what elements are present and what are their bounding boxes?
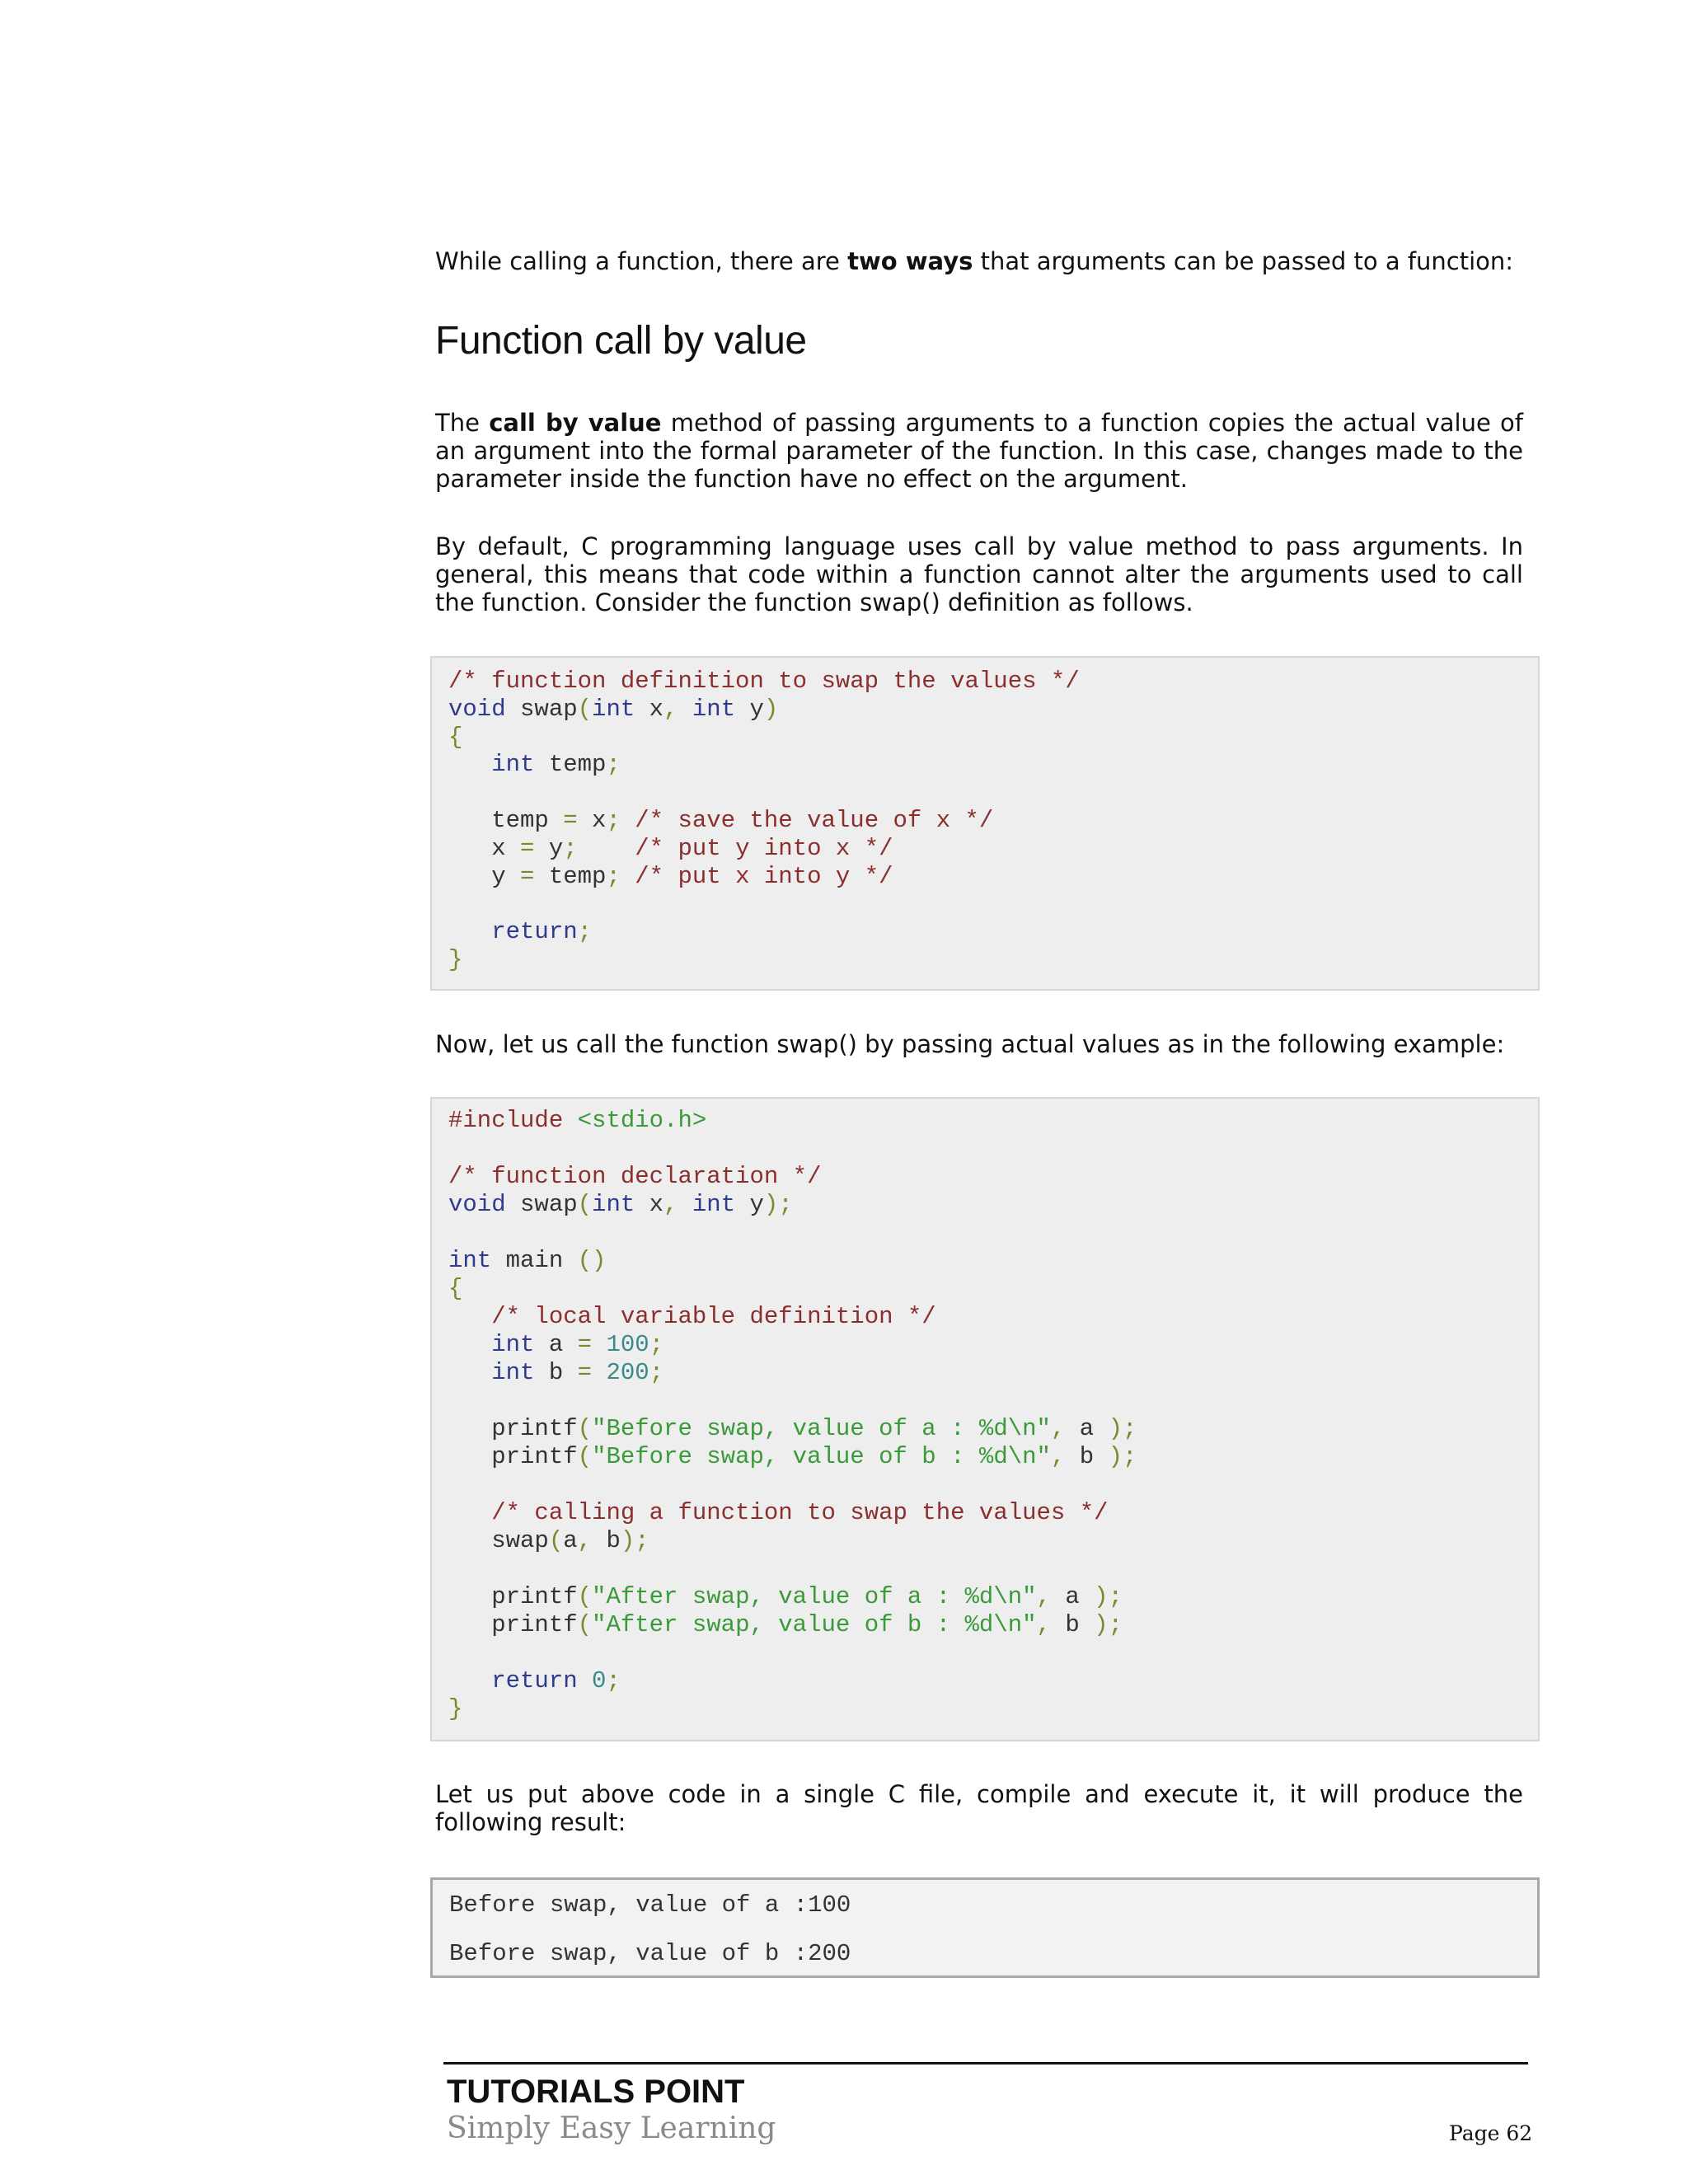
code-token-pun: , xyxy=(663,1191,678,1218)
code-token-id: swap xyxy=(505,1191,578,1218)
code-token-com: /* save the value of x */ xyxy=(635,807,994,834)
code-token-pun: ( xyxy=(577,1415,593,1442)
code-token-kw: int xyxy=(491,1331,535,1358)
result-paragraph: Let us put above code in a single C file, compile and execute it, it will produce the following result: xyxy=(435,1780,1523,1836)
code-token-pun: , xyxy=(1050,1443,1066,1470)
code-token-pun: , xyxy=(663,695,678,723)
code-line xyxy=(448,1527,649,1555)
code-token-id xyxy=(448,918,491,945)
code-line xyxy=(448,1443,1137,1471)
code-token-kw: int xyxy=(592,1191,635,1218)
code-token-id: printf xyxy=(448,1415,578,1442)
code-token-num: 200 xyxy=(606,1359,649,1386)
code-token-kw: int xyxy=(491,1359,535,1386)
code-token-id xyxy=(678,1191,692,1218)
code-token-com: /* calling a function to swap the values */ xyxy=(491,1499,1109,1526)
code-token-id xyxy=(592,1331,606,1358)
call-by-value-paragraph xyxy=(435,409,1523,493)
code-token-id: temp xyxy=(534,751,607,779)
code-line xyxy=(448,1667,621,1695)
code-token-kw: int xyxy=(592,695,635,723)
code-token-pun: ); xyxy=(620,1527,649,1554)
code-token-kw: int xyxy=(491,751,535,779)
code-token-pun: = xyxy=(577,1331,593,1358)
code-token-pun: { xyxy=(448,1275,463,1302)
code-token-id: swap xyxy=(448,1527,549,1554)
code-token-pun: ; xyxy=(606,1667,621,1694)
code-token-id: y xyxy=(735,695,764,723)
code-line xyxy=(448,946,462,974)
code-line xyxy=(448,1611,1123,1639)
code-token-pun: ( xyxy=(548,1527,564,1554)
code-token-id: printf xyxy=(448,1583,578,1610)
code-token-id: temp xyxy=(534,862,607,890)
code-token-id xyxy=(678,696,692,723)
code-token-id xyxy=(448,1303,491,1330)
swap-definition-code-block xyxy=(430,656,1540,991)
code-token-com: /* put x into y */ xyxy=(635,862,893,890)
code-token-pun: ); xyxy=(1094,1583,1123,1610)
code-token-pun: = xyxy=(520,862,535,890)
code-token-id: y xyxy=(735,1191,764,1218)
code-token-id xyxy=(578,835,635,862)
code-token-str: <stdio.h> xyxy=(577,1107,707,1134)
code-token-pun: ( xyxy=(577,1443,593,1470)
code-token-id xyxy=(448,1499,491,1526)
code-line xyxy=(448,1331,663,1359)
code-token-id: a xyxy=(1065,1415,1109,1442)
intro-bold-text: two ways xyxy=(847,247,973,275)
code-line xyxy=(448,835,893,863)
code-token-pun: ; xyxy=(606,862,621,890)
code-line xyxy=(448,1695,462,1723)
code-line xyxy=(448,918,592,946)
code-token-num: 0 xyxy=(592,1667,607,1694)
para1-bold-text: call by value xyxy=(489,409,662,437)
code-token-pun: ; xyxy=(606,807,621,834)
code-token-str: "After swap, value of b : %d\n" xyxy=(592,1611,1037,1638)
output-line: Before swap, value of a :100 xyxy=(449,1891,851,1919)
intro-text-end: that arguments can be passed to a function: xyxy=(973,247,1514,275)
code-token-pun: { xyxy=(448,723,463,751)
code-line xyxy=(448,1275,462,1303)
code-token-pun: ; xyxy=(649,1359,664,1386)
code-token-pun: = xyxy=(520,834,535,862)
code-token-com: /* put y into x */ xyxy=(635,834,893,862)
footer-tagline: Simply Easy Learning xyxy=(447,2111,776,2145)
code-token-kw: return xyxy=(491,918,578,946)
code-token-pun: ( xyxy=(577,695,593,723)
default-behavior-paragraph: By default, C programming language uses call by value method to pass arguments. In general, this means that code within a function cannot alter the arguments used to call the function. Consider the function swap() definition as follows. xyxy=(435,532,1523,616)
code-token-id: main xyxy=(491,1247,578,1274)
code-token-pun: , xyxy=(1050,1415,1066,1442)
code-token-pun: ); xyxy=(1108,1415,1137,1442)
code-token-pun: ; xyxy=(649,1331,664,1358)
code-token-pun: , xyxy=(1036,1583,1051,1610)
code-line xyxy=(448,1107,706,1135)
footer-divider xyxy=(443,2062,1528,2064)
code-token-pun: = xyxy=(563,807,578,834)
code-line xyxy=(448,1499,1109,1527)
code-line xyxy=(448,1359,663,1387)
output-line: Before swap, value of b :200 xyxy=(449,1940,851,1967)
code-token-pun: , xyxy=(1036,1611,1051,1638)
code-token-kw: return xyxy=(491,1667,578,1694)
code-line xyxy=(448,807,993,835)
code-token-str: "Before swap, value of b : %d\n" xyxy=(592,1443,1051,1470)
code-token-pun: ( xyxy=(577,1191,593,1218)
code-token-pun: ); xyxy=(763,1191,793,1218)
code-token-id: a xyxy=(563,1527,578,1554)
code-token-id xyxy=(448,751,491,778)
code-token-id xyxy=(448,1331,491,1358)
code-line xyxy=(448,1583,1123,1611)
code-token-id: b xyxy=(534,1359,578,1386)
code-token-pun: ( xyxy=(577,1611,593,1638)
code-token-id: x xyxy=(635,695,664,723)
program-output-block xyxy=(430,1877,1540,1978)
code-token-pun: } xyxy=(448,946,463,973)
code-line xyxy=(448,1415,1137,1443)
code-token-pun: = xyxy=(577,1359,593,1386)
code-token-pun: ) xyxy=(763,695,779,723)
code-token-id: y xyxy=(534,834,564,862)
code-line xyxy=(448,1163,821,1191)
code-token-id: temp xyxy=(448,807,564,834)
code-token-pun: ); xyxy=(1094,1611,1123,1638)
code-token-id: y xyxy=(448,862,521,890)
code-token-kw: void xyxy=(448,695,506,723)
code-token-pun: ); xyxy=(1108,1443,1137,1470)
code-line xyxy=(448,751,621,779)
footer-brand: TUTORIALS POINT xyxy=(447,2074,745,2110)
code-token-id: x xyxy=(448,834,521,862)
code-token-id: printf xyxy=(448,1611,578,1638)
code-token-id: x xyxy=(635,1191,664,1218)
code-token-id: a xyxy=(1050,1583,1095,1610)
code-token-com: /* local variable definition */ xyxy=(491,1303,936,1330)
code-token-id: a xyxy=(534,1331,578,1358)
code-token-kw: int xyxy=(692,695,736,723)
code-token-pun: ; xyxy=(606,751,621,779)
code-token-id: x xyxy=(577,807,607,834)
code-line xyxy=(448,696,778,724)
code-token-kw: int xyxy=(448,1247,492,1274)
code-token-str: "After swap, value of a : %d\n" xyxy=(592,1583,1037,1610)
code-token-pun: , xyxy=(577,1527,593,1554)
code-token-pun: } xyxy=(448,1695,463,1722)
code-token-id xyxy=(592,1359,606,1386)
code-token-id: b xyxy=(1050,1611,1095,1638)
para1-text-end: method of passing arguments to a function copies the actual value of an argument into the formal parameter of the function. In this case, changes made to the parameter inside the function have no effect on the argument. xyxy=(435,409,1523,493)
code-token-str: "Before swap, value of a : %d\n" xyxy=(592,1415,1051,1442)
code-token-com: /* function declaration */ xyxy=(448,1163,822,1190)
code-token-id: printf xyxy=(448,1443,578,1470)
code-token-id xyxy=(621,863,635,890)
code-token-id xyxy=(448,1359,491,1386)
para1-text: The xyxy=(435,409,490,437)
code-token-kw: void xyxy=(448,1191,506,1218)
code-line xyxy=(448,1303,936,1331)
intro-text: While calling a function, there are xyxy=(435,247,848,275)
call-example-paragraph: Now, let us call the function swap() by passing actual values as in the following example: xyxy=(435,1030,1505,1058)
code-token-id: swap xyxy=(505,695,578,723)
code-token-pun: ; xyxy=(563,834,578,862)
code-token-id xyxy=(563,1107,577,1134)
code-line xyxy=(448,668,1080,696)
code-token-id xyxy=(621,807,635,834)
code-token-kw: int xyxy=(692,1191,736,1218)
main-program-code-block xyxy=(430,1097,1540,1741)
section-heading: Function call by value xyxy=(435,319,807,363)
code-token-pp: #include xyxy=(448,1107,564,1134)
code-token-id xyxy=(448,1667,491,1694)
code-token-id xyxy=(578,1667,592,1694)
code-token-pun: ; xyxy=(577,918,593,946)
code-token-id: b xyxy=(1065,1443,1109,1470)
page-number: Page 62 xyxy=(1449,2121,1533,2145)
code-line xyxy=(448,863,893,891)
code-token-id: b xyxy=(592,1527,621,1554)
code-token-pun: () xyxy=(577,1247,607,1274)
code-line xyxy=(448,1191,793,1219)
code-token-num: 100 xyxy=(606,1331,649,1358)
code-token-com: /* function definition to swap the values */ xyxy=(448,668,1080,695)
code-line xyxy=(448,1247,606,1275)
code-token-pun: ( xyxy=(577,1583,593,1610)
code-line xyxy=(448,724,462,752)
intro-paragraph xyxy=(435,247,1523,275)
